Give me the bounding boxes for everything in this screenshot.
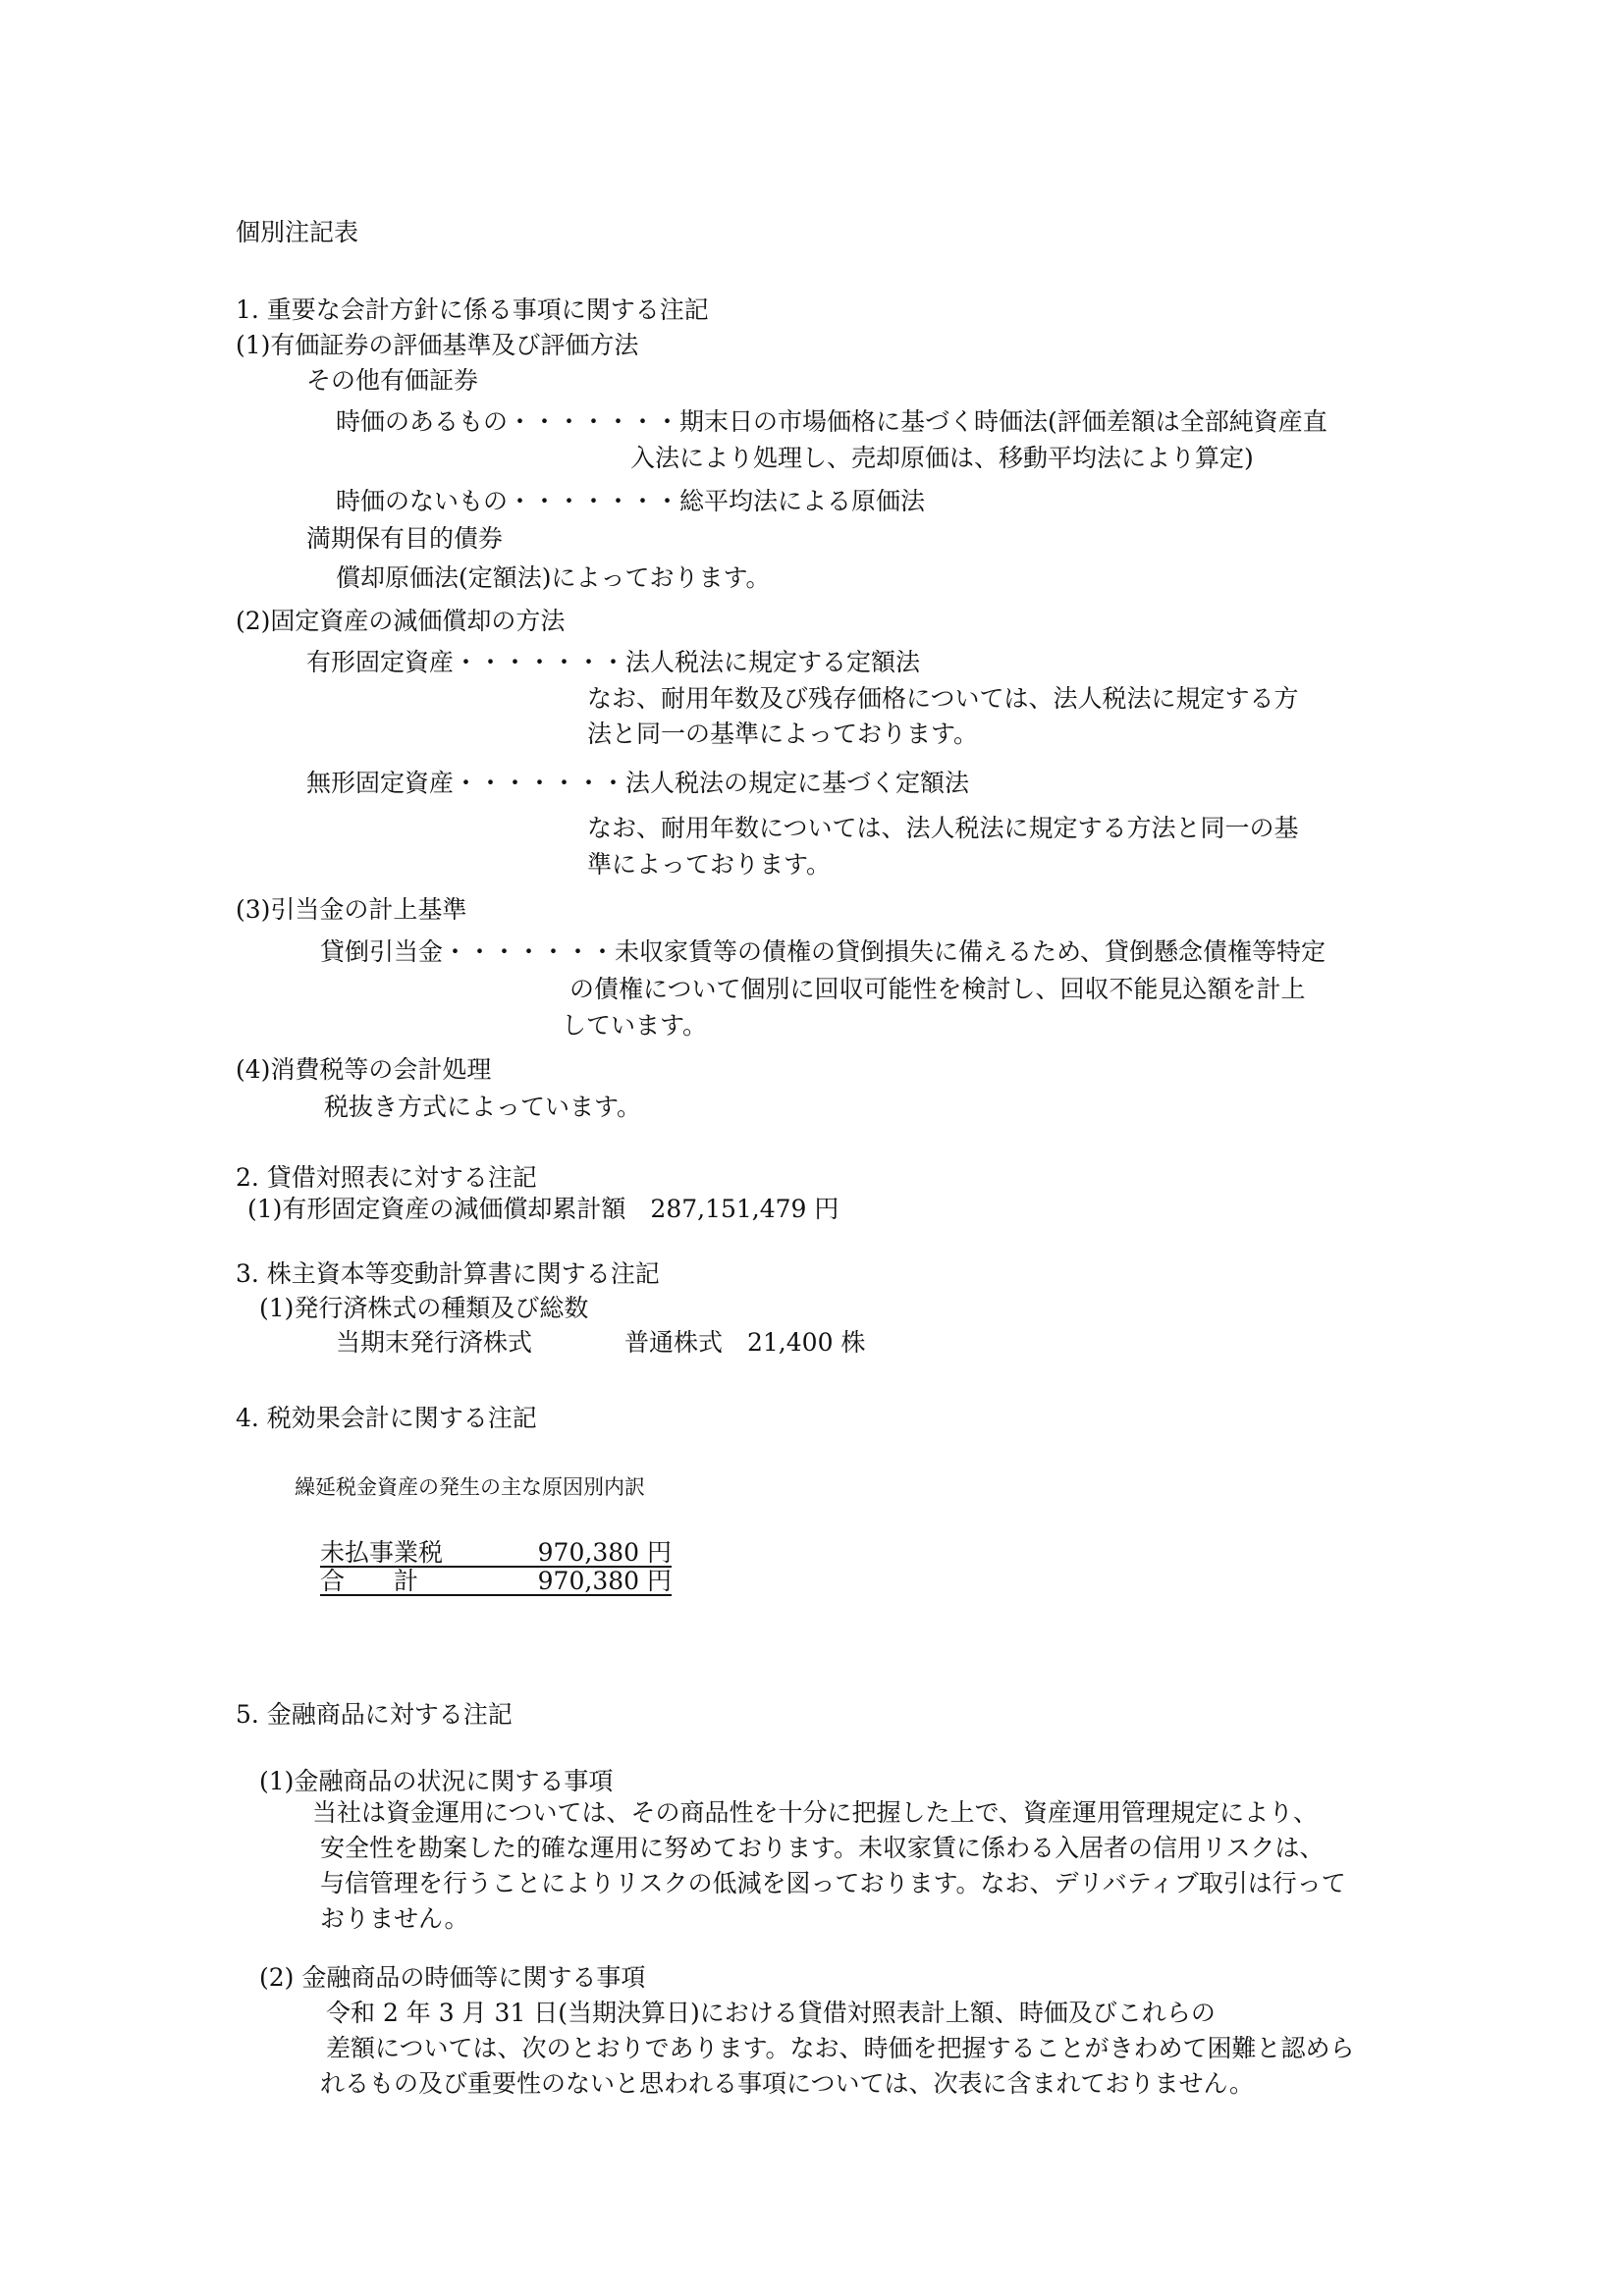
intangible-line-2: なお、耐用年数については、法人税法に規定する方法と同一の基: [587, 814, 1299, 842]
tangible-line-2: なお、耐用年数及び残存価格については、法人税法に規定する方: [587, 684, 1299, 713]
section-3-heading: 3. 株主資本等変動計算書に関する注記: [236, 1259, 660, 1288]
s1-p1-heading: (1)有価証券の評価基準及び評価方法: [236, 331, 639, 359]
s3-value: 普通株式 21,400 株: [624, 1328, 866, 1357]
tangible-line-3: 法と同一の基準によっております。: [587, 720, 979, 748]
tangible-line-1: 有形固定資産・・・・・・・法人税法に規定する定額法: [306, 648, 921, 676]
deferred-tax-row: [320, 1538, 672, 1568]
allowance-line-3: しています。: [562, 1011, 708, 1040]
s5-p2-line: 差額については、次のとおりであります。なお、時価を把握することがきわめて困難と認めら: [326, 2034, 1355, 2062]
tax-method-line: 税抜き方式によっています。: [324, 1093, 642, 1121]
s3-p1: (1)発行済株式の種類及び総数: [259, 1294, 589, 1322]
without-market-line: 時価のないもの・・・・・・・総平均法による原価法: [336, 487, 926, 515]
s5-p1-line: 安全性を勘案した的確な運用に努めております。未収家賃に係わる入居者の信用リスクは、: [320, 1834, 1325, 1862]
deferred-tax-total-row: [320, 1567, 672, 1596]
s5-p1-line: おりません。: [320, 1904, 469, 1933]
section-4-heading: 4. 税効果会計に関する注記: [236, 1404, 537, 1432]
s4-caption: 繰延税金資産の発生の主な原因別内訳: [295, 1475, 645, 1499]
amortized-cost-line: 償却原価法(定額法)によっております。: [336, 563, 771, 592]
row-value: 970,380 円: [537, 1538, 672, 1567]
total-label: 合 計: [320, 1567, 419, 1595]
allowance-line-2: の債権について個別に回収可能性を検討し、回収不能見込額を計上: [569, 975, 1306, 1003]
row-label: 未払事業税: [320, 1538, 444, 1567]
with-market-line-1: 時価のあるもの・・・・・・・期末日の市場価格に基づく時価法(評価差額は全部純資産直: [336, 407, 1327, 436]
section-2-heading: 2. 貸借対照表に対する注記: [236, 1163, 537, 1192]
s5-p1-heading: (1)金融商品の状況に関する事項: [259, 1767, 614, 1795]
s1-p2-heading: (2)固定資産の減価償却の方法: [236, 607, 566, 635]
intangible-line-1: 無形固定資産・・・・・・・法人税法の規定に基づく定額法: [306, 769, 970, 797]
s3-label: 当期末発行済株式: [336, 1328, 533, 1357]
s5-p1-line: 当社は資金運用については、その商品性を十分に把握した上で、資産運用管理規定により、: [312, 1798, 1319, 1827]
s5-p2-line: れるもの及び重要性のないと思われる事項については、次表に含まれておりません。: [320, 2069, 1255, 2098]
s5-p1-line: 与信管理を行うことによりリスクの低減を図っております。なお、デリバティブ取引は行って: [320, 1869, 1346, 1897]
held-to-maturity-label: 満期保有目的債券: [306, 524, 504, 553]
other-securities-label: その他有価証券: [306, 366, 479, 395]
total-value: 970,380 円: [537, 1567, 672, 1595]
s5-p2-line: 令和 2 年 3 月 31 日(当期決算日)における貸借対照表計上額、時価及びこれらの: [326, 1999, 1216, 2027]
s5-p2-heading: (2) 金融商品の時価等に関する事項: [259, 1963, 646, 1992]
s2-line: (1)有形固定資産の減価償却累計額 287,151,479 円: [247, 1195, 839, 1223]
section-1-heading: 1. 重要な会計方針に係る事項に関する注記: [236, 295, 709, 324]
section-5-heading: 5. 金融商品に対する注記: [236, 1700, 513, 1729]
with-market-line-2: 入法により処理し、売却原価は、移動平均法により算定): [630, 444, 1254, 472]
page-title: 個別注記表: [236, 218, 359, 246]
intangible-line-3: 準によっております。: [587, 850, 832, 879]
s1-p4-heading: (4)消費税等の会計処理: [236, 1055, 492, 1084]
s1-p3-heading: (3)引当金の計上基準: [236, 895, 467, 924]
allowance-line-1: 貸倒引当金・・・・・・・未収家賃等の債権の貸倒損失に備えるため、貸倒懸念債権等特定: [320, 937, 1326, 966]
